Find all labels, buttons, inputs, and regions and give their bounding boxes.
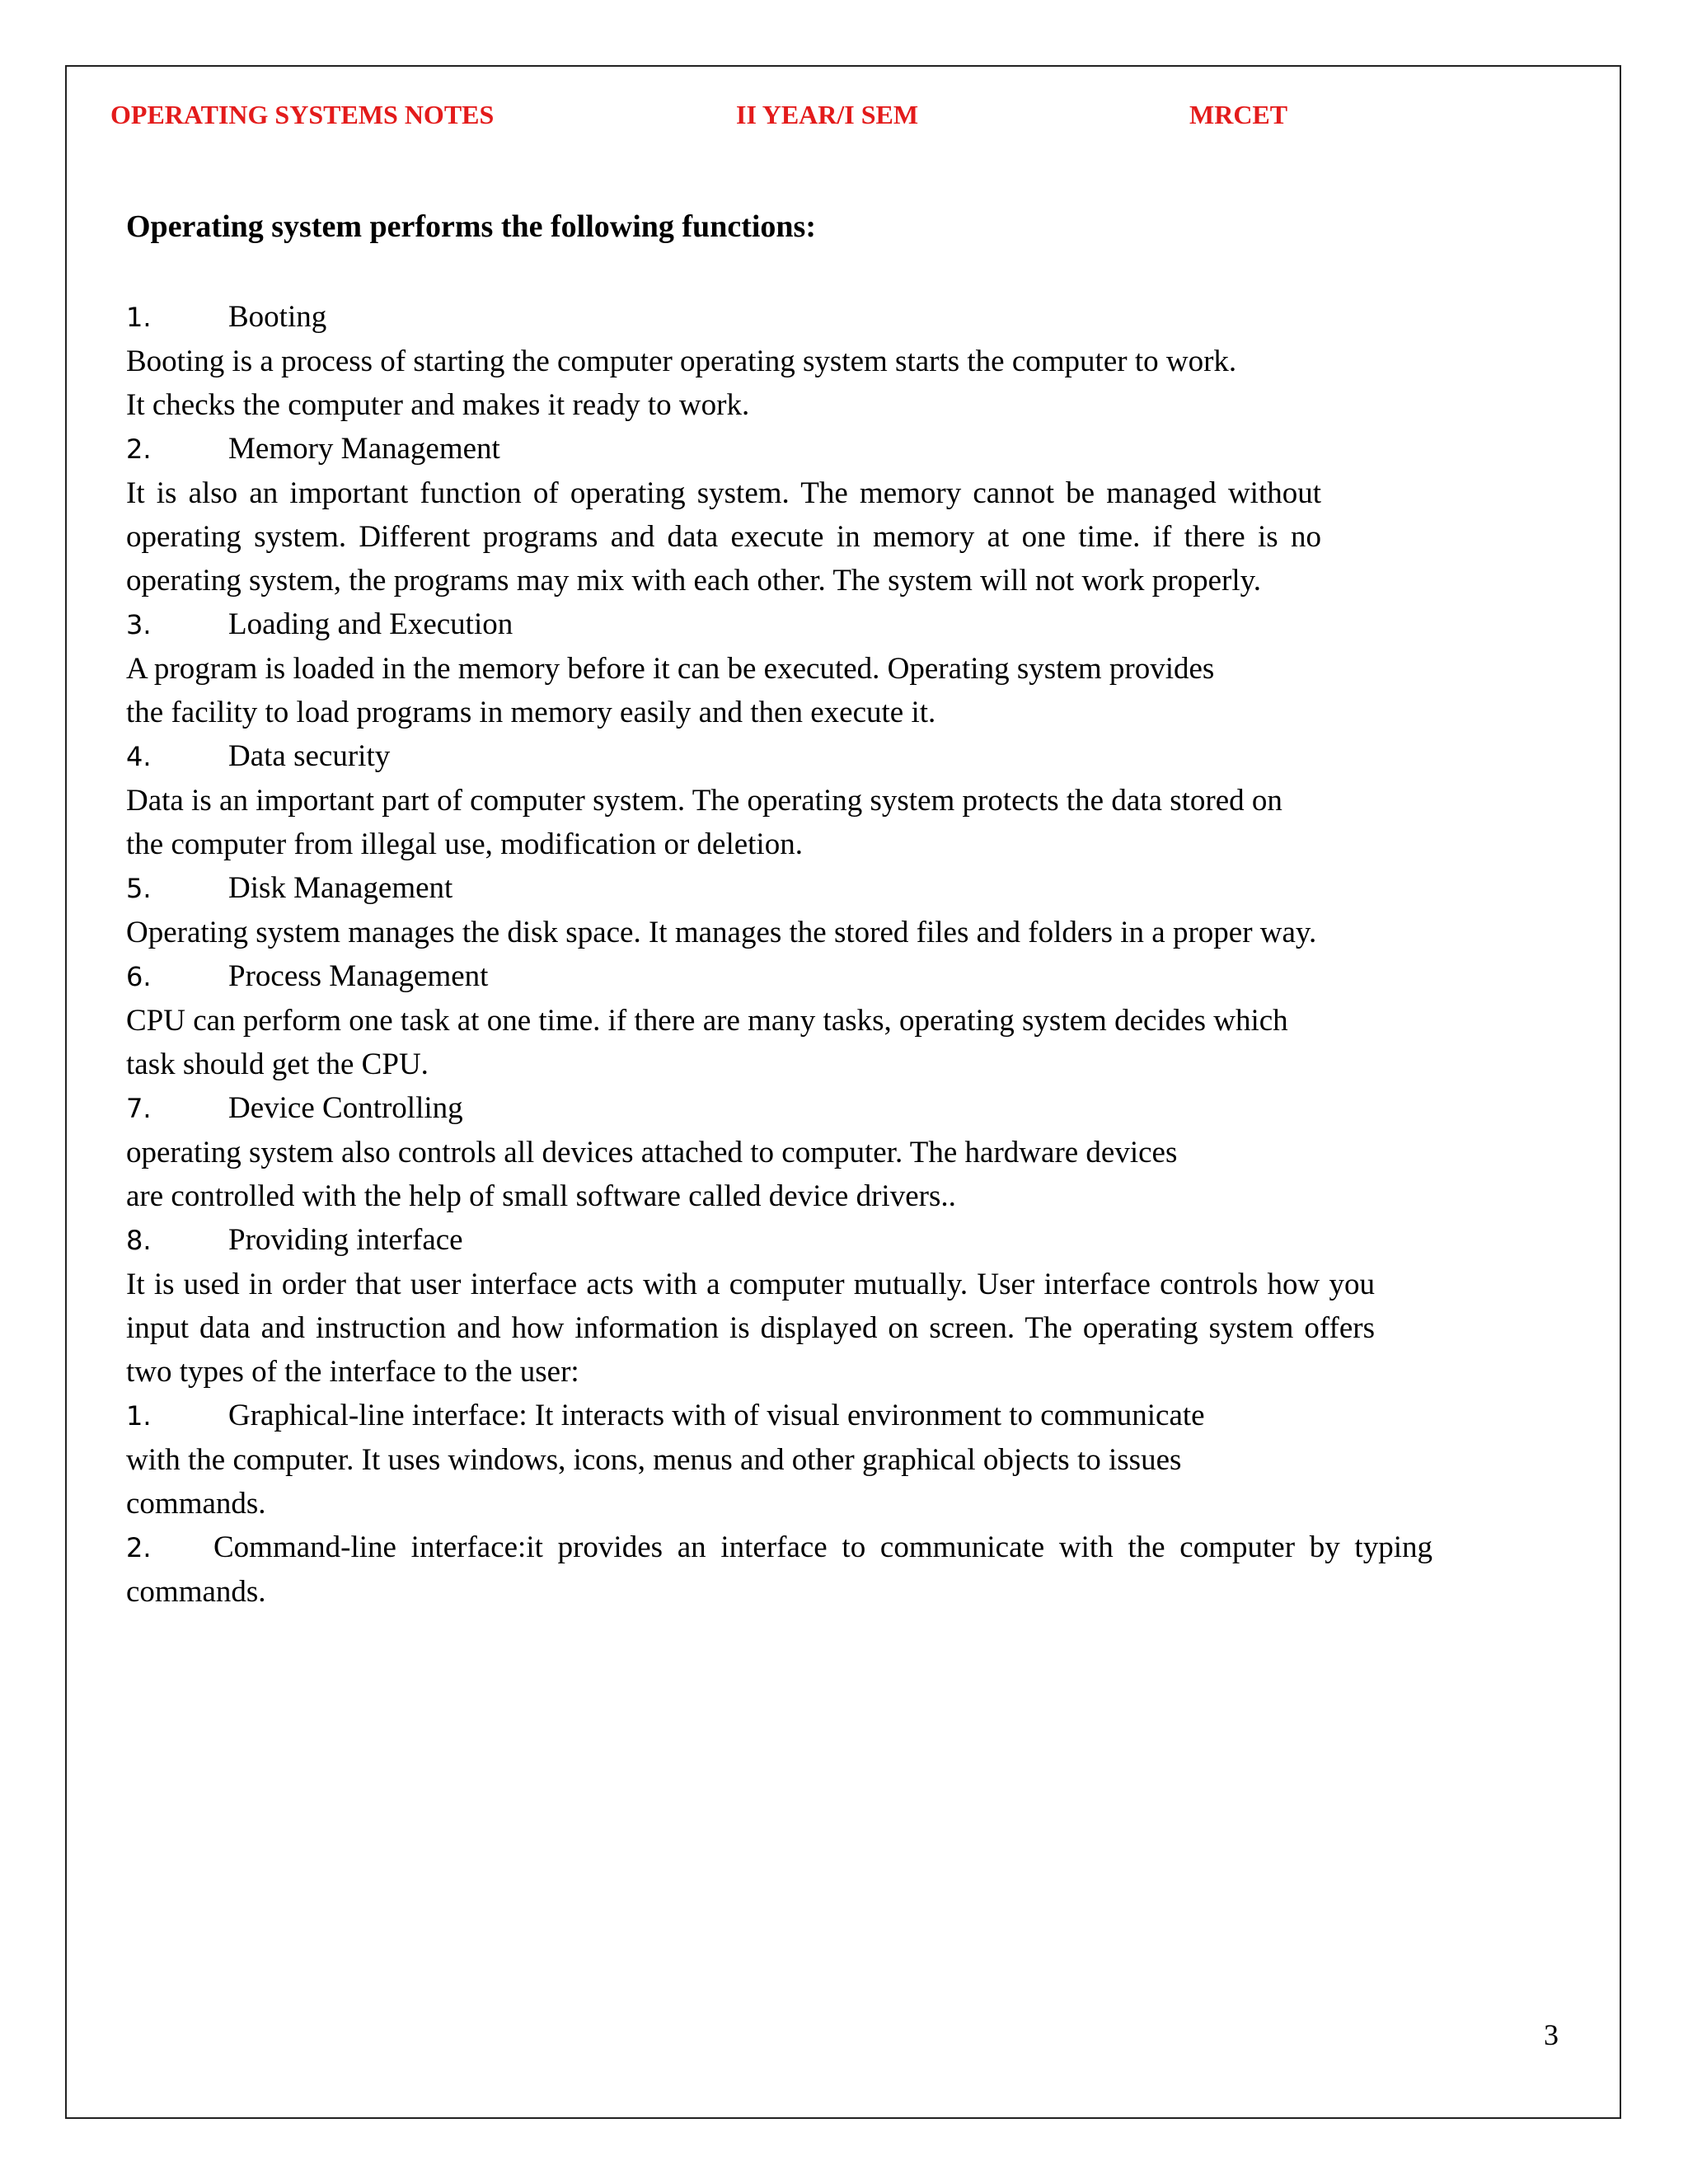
page-header <box>0 100 1688 136</box>
paragraph-line: with the computer. It uses windows, icons, menus and other graphical objects to issues <box>126 1443 1182 1477</box>
item-heading-loading-execution <box>126 602 1432 647</box>
item-heading-memory-management <box>126 427 1432 471</box>
item-number: 3. <box>126 609 152 640</box>
item-number: 4. <box>126 741 152 772</box>
item-heading-device-controlling <box>126 1086 1432 1131</box>
item-number: 1. <box>126 1400 152 1432</box>
item-title: Device Controlling <box>228 1091 463 1125</box>
section-title: Operating system performs the following functions: <box>126 209 816 244</box>
item-title: Providing interface <box>228 1223 463 1257</box>
paragraph-line: A program is loaded in the memory before it can be executed. Operating system provides <box>126 652 1215 686</box>
item-number: 5. <box>126 873 152 904</box>
paragraph-line: Operating system manages the disk space. It manages the stored files and folders in a proper way. <box>126 916 1317 949</box>
item-number: 2. <box>126 1532 152 1563</box>
paragraph-line: CPU can perform one task at one time. if there are many tasks, operating system decides which <box>126 1004 1288 1038</box>
item-title: Booting <box>228 300 327 334</box>
item-heading-disk-management <box>126 866 1432 911</box>
item-title: Process Management <box>228 959 489 993</box>
paragraph-line: the computer from illegal use, modification or deletion. <box>126 827 803 861</box>
paragraph-line: are controlled with the help of small software called device drivers.. <box>126 1179 956 1213</box>
item-heading-booting <box>126 295 1432 340</box>
paragraph-line: the facility to load programs in memory easily and then execute it. <box>126 696 936 729</box>
header-year-semester: II YEAR/I SEM <box>736 100 919 129</box>
item-heading-process-management <box>126 954 1432 999</box>
item-title: Graphical-line interface: It interacts with of visual environment to communicate <box>228 1399 1205 1432</box>
interface-heading-graphical <box>126 1394 1432 1438</box>
paragraph: It is also an important function of operating system. The memory cannot be managed without operating system. Different programs and data execute in memory at one time. if there is no operating system, the programs may mix with each other. The system will not work properly. <box>126 476 1321 598</box>
header-course-title: OPERATING SYSTEMS NOTES <box>110 100 495 129</box>
item-number: 7. <box>126 1093 152 1124</box>
item-heading-data-security <box>126 734 1432 779</box>
item-number: 2. <box>126 434 152 465</box>
item-number: 1. <box>126 302 152 333</box>
item-title: Data security <box>228 739 391 773</box>
document-body <box>126 202 1432 1614</box>
interface-command-line-paragraph <box>126 1526 1432 1614</box>
paragraph: It is used in order that user interface acts with a computer mutually. User interface controls how you input data and instruction and how information is displayed on screen. The operating system offers two types of the interface to the user: <box>126 1268 1375 1389</box>
paragraph-line: Data is an important part of computer system. The operating system protects the data stored on <box>126 784 1282 818</box>
paragraph-line: Booting is a process of starting the computer operating system starts the computer to work. <box>126 344 1237 378</box>
paragraph-line: commands. <box>126 1487 266 1521</box>
item-title: Memory Management <box>228 432 500 466</box>
item-number: 8. <box>126 1225 152 1256</box>
item-heading-providing-interface <box>126 1218 1432 1263</box>
item-number: 6. <box>126 961 152 992</box>
header-institution: MRCET <box>1189 100 1288 129</box>
paragraph-line: It checks the computer and makes it ready to work. <box>126 388 750 422</box>
item-text: Command-line interface:it provides an interface to communicate with the computer by typing commands. <box>126 1530 1432 1609</box>
item-title: Disk Management <box>228 871 453 905</box>
paragraph-line: operating system also controls all devices attached to computer. The hardware devices <box>126 1136 1178 1169</box>
page-number: 3 <box>1544 2018 1559 2051</box>
item-title: Loading and Execution <box>228 607 513 641</box>
paragraph-line: task should get the CPU. <box>126 1047 429 1081</box>
